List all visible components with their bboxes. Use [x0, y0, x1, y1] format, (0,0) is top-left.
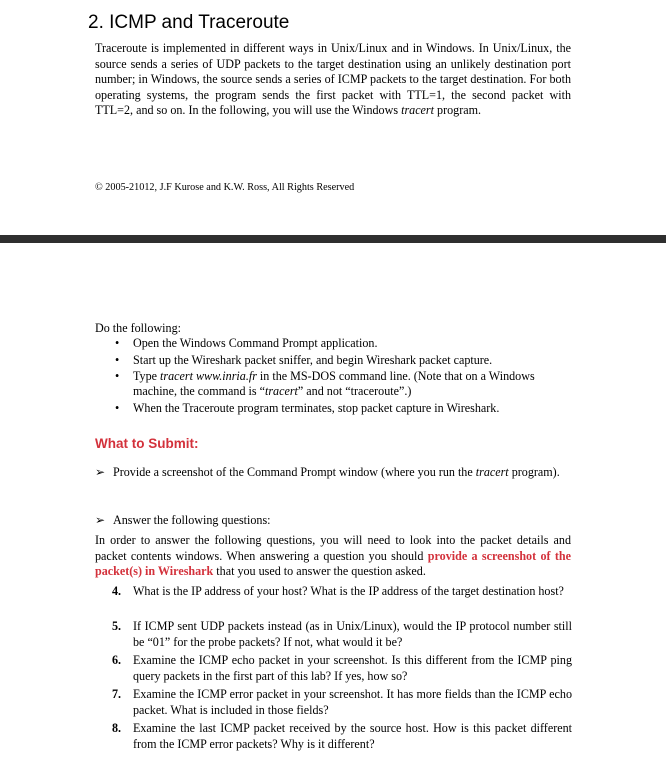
question-item: 5. If ICMP sent UDP packets instead (as in Unix/Linux), would the IP protocol number still be “01” for the probe packets? If not, what would it be? [112, 619, 572, 649]
submit-item-questions: ➢ Answer the following questions: [95, 513, 271, 527]
step-item: • Start up the Wireshark packet sniffer, and begin Wireshark packet capture. [115, 352, 493, 367]
page-divider [0, 235, 666, 243]
bullet-icon: • [115, 352, 120, 367]
step-item: • Type tracert www.inria.fr in the MS-DOS command line. (Note that on a Windows machine, the command is “tracert” and not “traceroute”.) [115, 369, 535, 398]
section-title: 2. ICMP and Traceroute [88, 12, 290, 33]
arrow-bullet-icon: ➢ [95, 513, 106, 527]
bullet-icon: • [115, 336, 120, 350]
arrow-bullet-icon: ➢ [95, 465, 106, 479]
question-item: 8. Examine the last ICMP packet received by the source host. How is this packet different from the ICMP error packets? Why is it different? [112, 721, 572, 751]
question-item: 7. Examine the ICMP error packet in your screenshot. It has more fields than the ICMP echo packet. What is included in those fields? [112, 687, 572, 717]
instructions-paragraph: In order to answer the following questions, you will need to look into the packet details and packet contents windows. When answering a question you should provide a screenshot of the packet(s) in Wireshark that you used to answer the question asked. [95, 533, 571, 579]
bullet-icon: • [115, 400, 120, 415]
question-item: 4. What is the IP address of your host? What is the IP address of the target destination host? [112, 584, 564, 598]
submit-heading: What to Submit: [95, 436, 199, 451]
intro-paragraph: Traceroute is implemented in different ways in Unix/Linux and in Windows. In Unix/Linux, the source sends a series of UDP packets to the target destination using an unlikely destination port number; in Windows, the source sends a series of ICMP packets to the target destination. For both operating systems, the program sends the first packet with TTL=1, the second packet with TTL=2, and so on. In the following, you will use the Windows tracert program. [95, 41, 571, 118]
question-item: 6. Examine the ICMP echo packet in your screenshot. Is this different from the ICMP ping query packets in the first part of this lab? If yes, how so? [112, 653, 572, 683]
do-following-label: Do the following: [95, 321, 181, 335]
bullet-icon: • [115, 369, 120, 383]
steps-list [113, 336, 553, 417]
step-item: • Open the Windows Command Prompt application. [115, 336, 378, 350]
copyright-notice: © 2005-21012, J.F Kurose and K.W. Ross, All Rights Reserved [95, 182, 355, 193]
submit-item-screenshot: ➢ Provide a screenshot of the Command Prompt window (where you run the tracert program). [95, 465, 560, 479]
step-item: • When the Traceroute program terminates, stop packet capture in Wireshark. [115, 400, 500, 415]
